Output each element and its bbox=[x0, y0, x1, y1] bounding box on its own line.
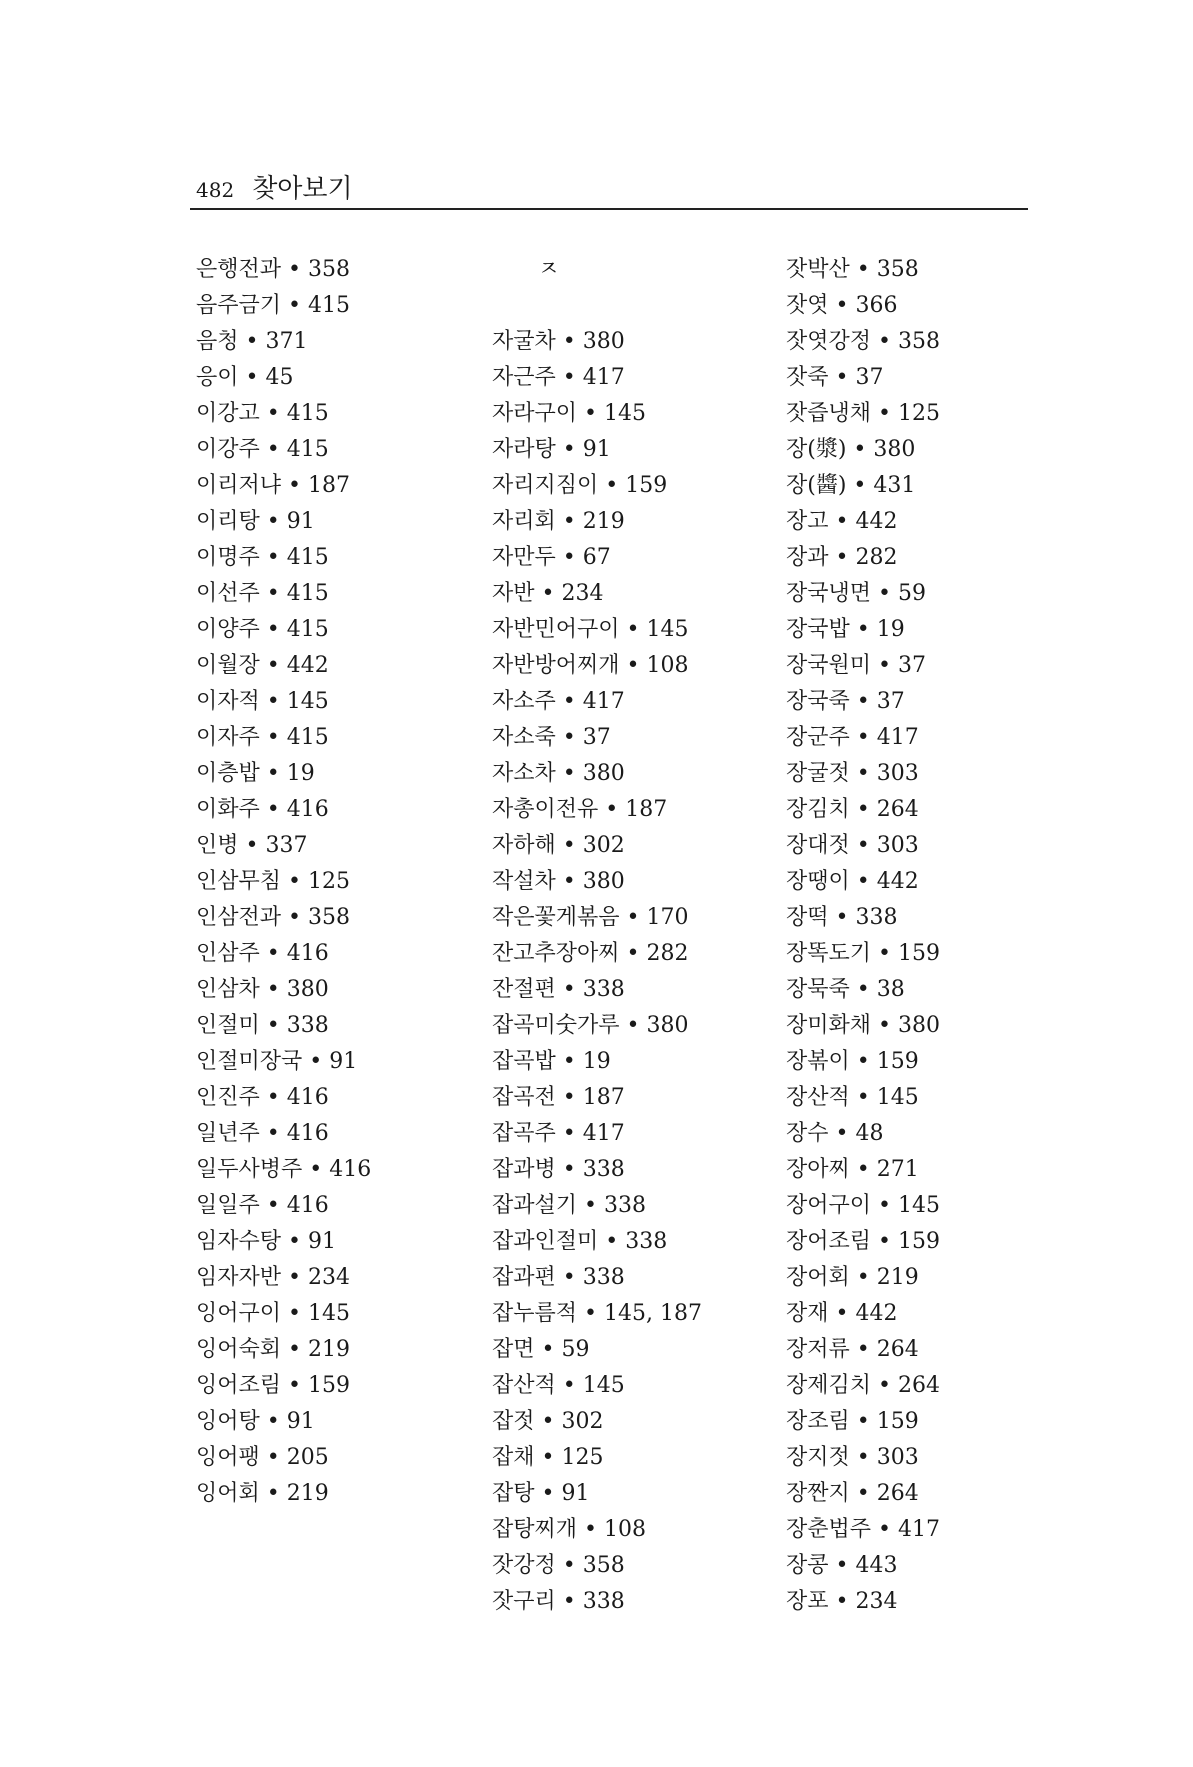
index-entry: 자리지짐이 • 159 bbox=[492, 473, 668, 498]
index-entry: 자총이전유 • 187 bbox=[492, 797, 668, 822]
index-entry: 장아찌 • 271 bbox=[786, 1157, 919, 1182]
index-entry: 자소주 • 417 bbox=[492, 689, 625, 714]
index-entry: 잣즙냉채 • 125 bbox=[786, 401, 940, 426]
index-entry: 이리탕 • 91 bbox=[196, 509, 315, 534]
index-entry: 자리회 • 219 bbox=[492, 509, 625, 534]
index-entry: 장미화채 • 380 bbox=[786, 1013, 940, 1038]
index-entry: 장조림 • 159 bbox=[786, 1409, 919, 1434]
index-entry: 자근주 • 417 bbox=[492, 365, 625, 390]
index-entry: 잣강정 • 358 bbox=[492, 1553, 625, 1578]
index-entry: 잣엿 • 366 bbox=[786, 293, 898, 318]
index-entry: 이강고 • 415 bbox=[196, 401, 329, 426]
index-entry: 장국원미 • 37 bbox=[786, 653, 926, 678]
index-entry: 자소죽 • 37 bbox=[492, 725, 611, 750]
index-entry: 이자적 • 145 bbox=[196, 689, 329, 714]
index-entry: 이자주 • 415 bbox=[196, 725, 329, 750]
index-entry: 잡곡밥 • 19 bbox=[492, 1049, 611, 1074]
index-entry: 음청 • 371 bbox=[196, 329, 308, 354]
index-entry: 장볶이 • 159 bbox=[786, 1049, 919, 1074]
index-entry: 잡면 • 59 bbox=[492, 1337, 590, 1362]
index-entry: 잡곡전 • 187 bbox=[492, 1085, 625, 1110]
index-entry: 잉어조림 • 159 bbox=[196, 1373, 350, 1398]
index-entry: 인삼전과 • 358 bbox=[196, 905, 350, 930]
index-entry: 장국죽 • 37 bbox=[786, 689, 905, 714]
index-entry: 자반 • 234 bbox=[492, 581, 604, 606]
index-entry: 장수 • 48 bbox=[786, 1121, 884, 1146]
index-entry: 일두사병주 • 416 bbox=[196, 1157, 372, 1182]
index-column-2 bbox=[492, 252, 702, 1620]
page-header bbox=[196, 168, 353, 205]
index-entry: 장과 • 282 bbox=[786, 545, 898, 570]
index-entry: 장저류 • 264 bbox=[786, 1337, 919, 1362]
index-entry: 잡과설기 • 338 bbox=[492, 1193, 646, 1218]
letter-heading: ㅈ bbox=[538, 257, 560, 282]
index-entry: 음주금기 • 415 bbox=[196, 293, 350, 318]
index-entry: 잡젓 • 302 bbox=[492, 1409, 604, 1434]
index-entry: 잉어회 • 219 bbox=[196, 1481, 329, 1506]
index-entry: 잣박산 • 358 bbox=[786, 257, 919, 282]
index-entry: 일일주 • 416 bbox=[196, 1193, 329, 1218]
index-entry: 잉어구이 • 145 bbox=[196, 1301, 350, 1326]
index-entry: 작설차 • 380 bbox=[492, 869, 625, 894]
index-entry: 잣죽 • 37 bbox=[786, 365, 884, 390]
index-entry: 잣구리 • 338 bbox=[492, 1589, 625, 1614]
index-entry: 자반민어구이 • 145 bbox=[492, 617, 689, 642]
section-title: 찾아보기 bbox=[252, 174, 353, 204]
index-entry: 임자자반 • 234 bbox=[196, 1265, 350, 1290]
index-entry: 이강주 • 415 bbox=[196, 437, 329, 462]
index-entry: 잡탕찌개 • 108 bbox=[492, 1517, 646, 1542]
index-entry: 잡곡미숫가루 • 380 bbox=[492, 1013, 689, 1038]
index-entry: 장국밥 • 19 bbox=[786, 617, 905, 642]
index-entry: 자라탕 • 91 bbox=[492, 437, 611, 462]
index-entry: 잡과인절미 • 338 bbox=[492, 1229, 668, 1254]
index-entry: 장(漿) • 380 bbox=[786, 437, 916, 462]
index-entry: 자만두 • 67 bbox=[492, 545, 611, 570]
index-entry: 잡탕 • 91 bbox=[492, 1481, 590, 1506]
index-column-3 bbox=[786, 252, 940, 1620]
index-entry: 장대젓 • 303 bbox=[786, 833, 919, 858]
index-entry: 인삼무침 • 125 bbox=[196, 869, 350, 894]
index-entry: 자라구이 • 145 bbox=[492, 401, 646, 426]
index-entry: 인삼주 • 416 bbox=[196, 941, 329, 966]
index-column-1 bbox=[196, 252, 371, 1512]
index-entry: 장김치 • 264 bbox=[786, 797, 919, 822]
index-entry: 잡과병 • 338 bbox=[492, 1157, 625, 1182]
index-entry: 인삼차 • 380 bbox=[196, 977, 329, 1002]
heading-spacer bbox=[492, 288, 702, 324]
index-entry: 장산적 • 145 bbox=[786, 1085, 919, 1110]
index-entry: 응이 • 45 bbox=[196, 365, 294, 390]
index-entry: 장짠지 • 264 bbox=[786, 1481, 919, 1506]
index-entry: 이월장 • 442 bbox=[196, 653, 329, 678]
index-entry: 잔고추장아찌 • 282 bbox=[492, 941, 689, 966]
index-entry: 잡산적 • 145 bbox=[492, 1373, 625, 1398]
index-entry: 잉어탕 • 91 bbox=[196, 1409, 315, 1434]
index-entry: 잔절편 • 338 bbox=[492, 977, 625, 1002]
index-entry: 장춘법주 • 417 bbox=[786, 1517, 940, 1542]
index-entry: 장(醬) • 431 bbox=[786, 473, 916, 498]
index-entry: 일년주 • 416 bbox=[196, 1121, 329, 1146]
index-entry: 장어회 • 219 bbox=[786, 1265, 919, 1290]
index-entry: 장굴젓 • 303 bbox=[786, 761, 919, 786]
index-entry: 이명주 • 415 bbox=[196, 545, 329, 570]
index-entry: 장군주 • 417 bbox=[786, 725, 919, 750]
index-entry: 장묵죽 • 38 bbox=[786, 977, 905, 1002]
index-entry: 장떡 • 338 bbox=[786, 905, 898, 930]
index-entry: 임자수탕 • 91 bbox=[196, 1229, 336, 1254]
index-entry: 장어구이 • 145 bbox=[786, 1193, 940, 1218]
index-entry: 이리저냐 • 187 bbox=[196, 473, 350, 498]
index-entry: 잡누름적 • 145, 187 bbox=[492, 1301, 702, 1326]
index-entry: 인절미장국 • 91 bbox=[196, 1049, 358, 1074]
index-entry: 자반방어찌개 • 108 bbox=[492, 653, 689, 678]
index-entry: 잡과편 • 338 bbox=[492, 1265, 625, 1290]
index-entry: 장지젓 • 303 bbox=[786, 1445, 919, 1470]
index-entry: 작은꽃게볶음 • 170 bbox=[492, 905, 689, 930]
index-entry: 이층밥 • 19 bbox=[196, 761, 315, 786]
index-entry: 잉어숙회 • 219 bbox=[196, 1337, 350, 1362]
index-entry: 장땡이 • 442 bbox=[786, 869, 919, 894]
index-entry: 인절미 • 338 bbox=[196, 1013, 329, 1038]
index-entry: 이양주 • 415 bbox=[196, 617, 329, 642]
index-entry: 이화주 • 416 bbox=[196, 797, 329, 822]
index-entry: 장콩 • 443 bbox=[786, 1553, 898, 1578]
index-entry: 장재 • 442 bbox=[786, 1301, 898, 1326]
index-entry: 잡채 • 125 bbox=[492, 1445, 604, 1470]
index-entry: 자하해 • 302 bbox=[492, 833, 625, 858]
index-entry: 자굴차 • 380 bbox=[492, 329, 625, 354]
header-rule bbox=[190, 208, 1028, 210]
page-number: 482 bbox=[196, 178, 235, 202]
index-entry: 잡곡주 • 417 bbox=[492, 1121, 625, 1146]
index-entry: 잣엿강정 • 358 bbox=[786, 329, 940, 354]
index-entry: 장고 • 442 bbox=[786, 509, 898, 534]
index-entry: 장제김치 • 264 bbox=[786, 1373, 940, 1398]
index-entry: 이선주 • 415 bbox=[196, 581, 329, 606]
index-entry: 장똑도기 • 159 bbox=[786, 941, 940, 966]
index-entry: 인진주 • 416 bbox=[196, 1085, 329, 1110]
index-entry: 장어조림 • 159 bbox=[786, 1229, 940, 1254]
index-entry: 장포 • 234 bbox=[786, 1589, 898, 1614]
index-entry: 자소차 • 380 bbox=[492, 761, 625, 786]
index-entry: 인병 • 337 bbox=[196, 833, 308, 858]
index-entry: 잉어팽 • 205 bbox=[196, 1445, 329, 1470]
index-entry: 장국냉면 • 59 bbox=[786, 581, 926, 606]
index-entry: 은행전과 • 358 bbox=[196, 257, 350, 282]
